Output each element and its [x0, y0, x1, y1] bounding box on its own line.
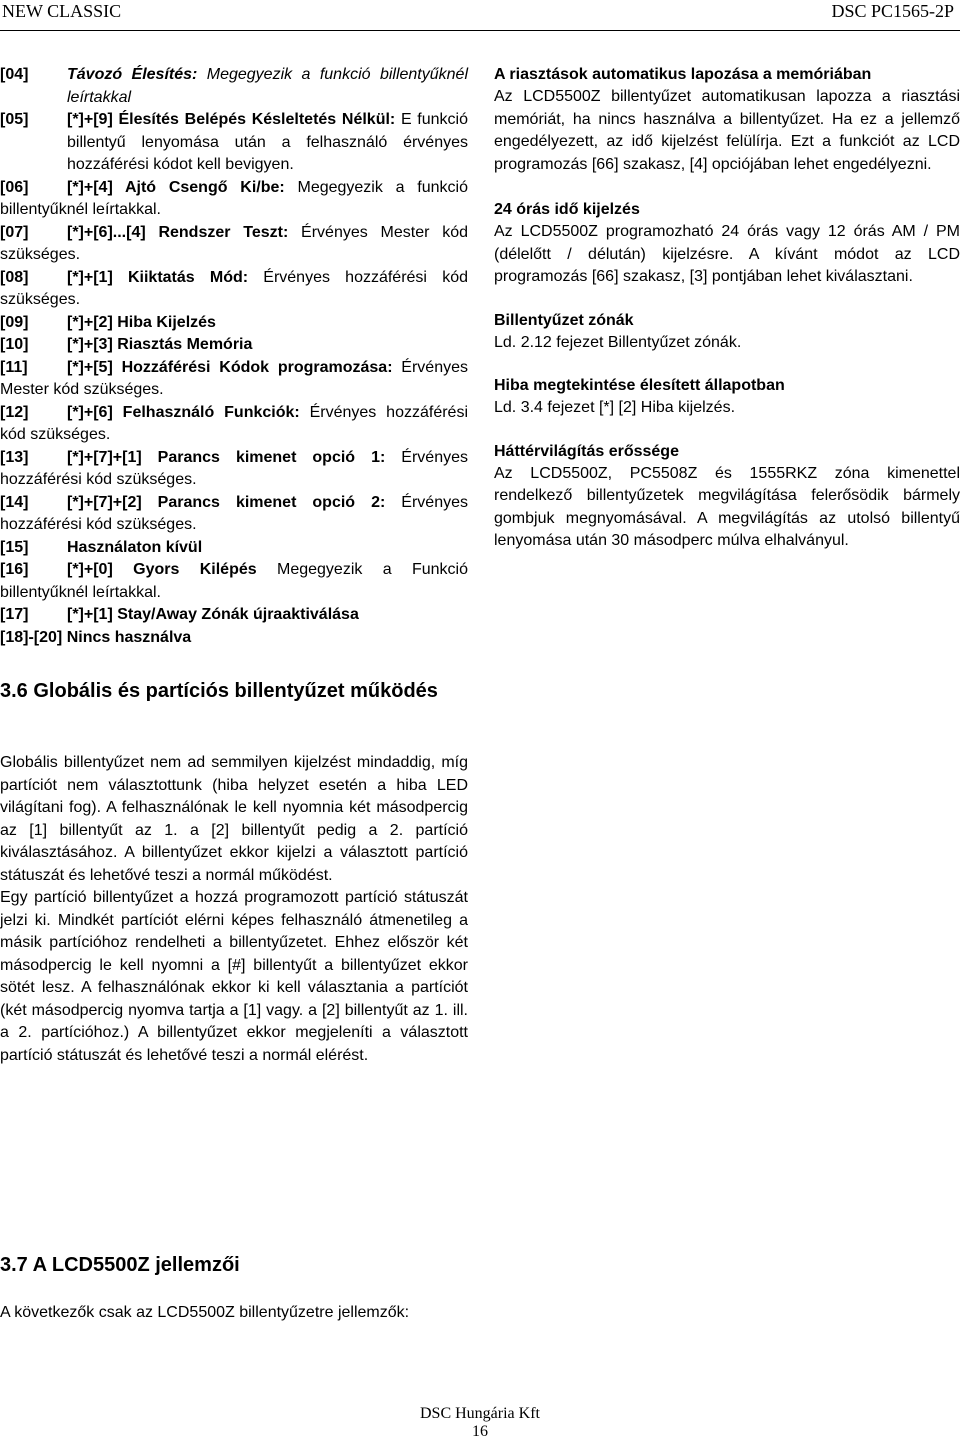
right-section-24h: [494, 199, 960, 289]
function-04: [04] Távozó Élesítés: Megegyezik a funkció billentyűknél leírtakkal: [0, 66, 468, 106]
right-section-text: Az LCD5500Z billentyűzet automatikusan lapozza a riasztási memóriát, ha nincs használva a billentyűzet. Ha ez a jellemző engedélyezett, az idő kijelzést felülírja. Ezt a funkciót az LCD programozás [66] szakasz, [4] opciójában lehet engedélyezni.: [494, 88, 960, 173]
function-15: [15] Használaton kívül: [0, 538, 203, 556]
function-18-20: [18]-[20] Nincs használva: [0, 628, 192, 646]
right-section-text: Az LCD5500Z programozható 24 órás vagy 12 órás AM / PM (délelőtt / délután) kijelzésre. A kívánt módot az LCD programozás [66] szakasz, [3] pontjában lehet kiválasztani.: [494, 223, 960, 285]
page-header: [0, 0, 960, 26]
right-section-title: Billentyűzet zónák: [494, 311, 634, 329]
section-36-paragraph-1: Globális billentyűzet nem ad semmilyen kijelzést mindaddig, míg partíciót nem választottunk (hiba helyzet esetén a hiba LED világítani fog). A felhasználónak le kell nyomnia két másodpercig az [1] billentyűt az 1. a [2] billentyűt pedig a 2. partíció kiválasztásához. A billentyűzet ekkor kijelzi a választott partíció státuszát és lehetővé teszi a normál működést.: [0, 754, 468, 884]
right-section-title: 24 órás idő kijelzés: [494, 201, 640, 218]
function-17: [17] [*]+[1] Stay/Away Zónák újraaktiválása: [0, 606, 359, 623]
function-12: [12] [*]+[6] Felhasználó Funkciók: Érvényes hozzáférési kód szükséges.: [0, 403, 468, 443]
right-section-backlight: [494, 441, 960, 553]
function-10: [10] [*]+[3] Riasztás Memória: [0, 336, 253, 353]
function-07: [07] [*]+[6]...[4] Rendszer Teszt: Érvényes Mester kód szükséges.: [0, 223, 468, 263]
right-section-title: Háttérvilágítás erőssége: [494, 442, 679, 460]
right-section-text: Ld. 2.12 fejezet Billentyűzet zónák.: [494, 333, 742, 351]
right-section-title: A riasztások automatikus lapozása a memóriában: [494, 66, 872, 83]
header-right: DSC PC1565-2P: [831, 1, 954, 21]
header-left: NEW CLASSIC: [2, 1, 122, 21]
section-36-paragraph-2: Egy partíció billentyűzet a hozzá programozott partíció státuszát jelzi ki. Mindkét partíciót elérni képes felhasználó átmenetileg a másik partícióhoz rendelheti a billentyűzetet. Ehhez először két másodpercig le kell nyomni a [#] billentyűt a billentyűzet ekkor sötét lesz. A felhasználónak ekkor ki kell választania a partíciót (két másodpercig nyomva tartja a [1] vagy. a [2] billentyűt az 1. ill. a 2. partícióhoz.) A billentyűzet ekkor megjeleníti a választott partíció státuszát és lehetővé teszi a normál elérést.: [0, 889, 468, 1064]
section-37-body: [0, 1302, 468, 1325]
function-16: [16] [*]+[0] Gyors Kilépés Megegyezik a Funkció billentyűknél leírtakkal.: [0, 561, 468, 601]
footer-company: DSC Hungária Kft: [420, 1405, 540, 1422]
section-37-heading: 3.7 A LCD5500Z jellemzői: [0, 1254, 240, 1276]
function-06: [06] [*]+[4] Ajtó Csengő Ki/be: Megegyezik a funkció billentyűknél leírtakkal.: [0, 178, 468, 218]
right-section-title: Hiba megtekintése élesített állapotban: [494, 377, 785, 394]
function-14: [14] [*]+[7]+[2] Parancs kimenet opció 2: Érvényes hozzáférési kód szükséges.: [0, 493, 469, 533]
right-column: [494, 64, 960, 553]
right-section-keypad-zones: [494, 310, 960, 355]
header-rule: [0, 30, 960, 31]
function-05: [05] [*]+[9] Élesítés Belépés Késleltetés Nélkül: E funkció billentyű lenyomása után a felhasználó érvényes hozzáférési kódot kell bevigyen.: [0, 111, 469, 173]
function-09: [09] [*]+[2] Hiba Kijelzés: [0, 313, 216, 331]
right-section-trouble-view: [494, 375, 960, 420]
section-36-body: [0, 752, 468, 1067]
function-08: [08] [*]+[1] Kiiktatás Mód: Érvényes hozzáférési kód szükséges.: [0, 268, 468, 308]
section-37-paragraph: A következők csak az LCD5500Z billentyűzetre jellemzők:: [0, 1304, 410, 1321]
right-section-alarm-memory: [494, 64, 960, 176]
function-11: [11] [*]+[5] Hozzáférési Kódok programozása: Érvényes Mester kód szükséges.: [0, 358, 468, 398]
right-section-text: Az LCD5500Z, PC5508Z és 1555RKZ zóna kimenettel rendelkező billentyűzetek megvilágítása felerősödik bármely gombjuk megnyomásával. A megvilágítás az utolsó billentyű lenyomása után 30 másodperc múlva elhalványul.: [494, 464, 960, 549]
footer-page-number: 16: [472, 1423, 488, 1440]
section-36-heading: 3.6 Globális és partíciós billentyűzet működés: [0, 680, 438, 702]
function-list: [0, 64, 468, 649]
right-section-text: Ld. 3.4 fejezet [*] [2] Hiba kijelzés.: [494, 399, 736, 416]
function-13: [13] [*]+[7]+[1] Parancs kimenet opció 1: Érvényes hozzáférési kód szükséges.: [0, 448, 469, 488]
